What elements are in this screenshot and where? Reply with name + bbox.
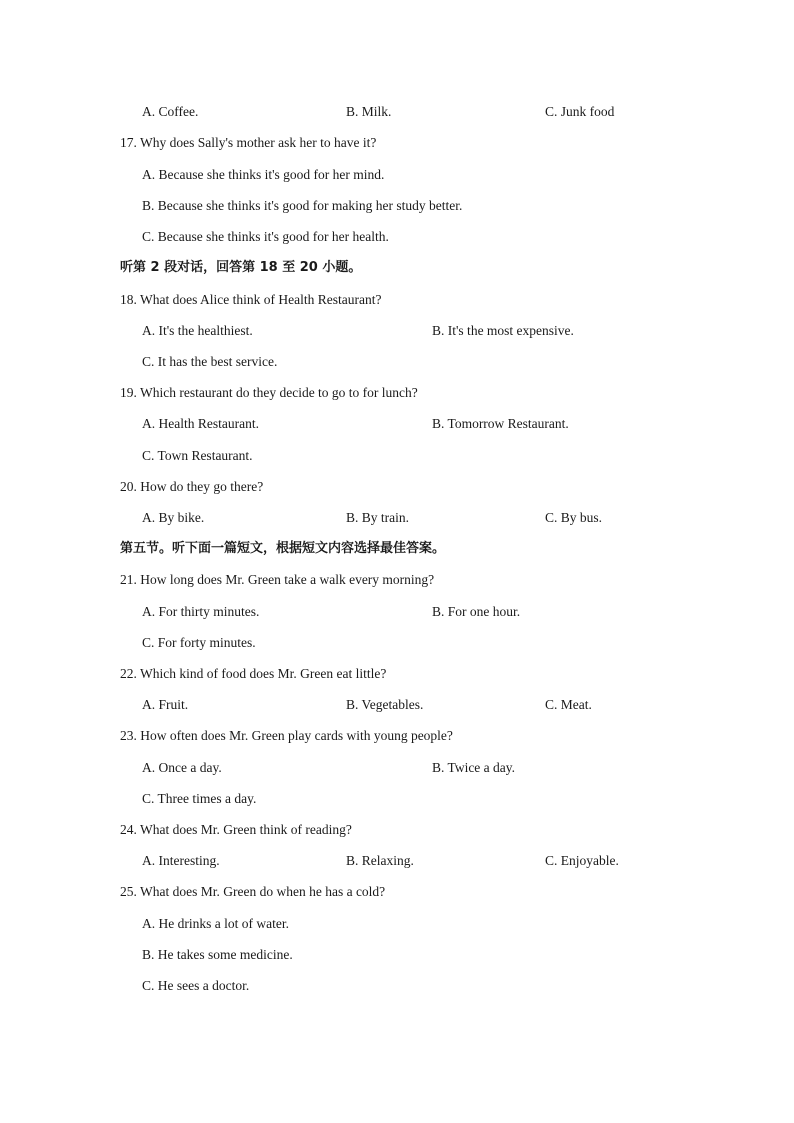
- q25-option-a: A. He drinks a lot of water.: [142, 916, 289, 931]
- q23-option-c: C. Three times a day.: [142, 791, 257, 806]
- section-5-heading: 第五节。听下面一篇短文，根据短文内容选择最佳答案。: [120, 541, 446, 556]
- q20-question: 20. How do they go there?: [120, 479, 264, 494]
- q25-option-c: C. He sees a doctor.: [142, 978, 250, 993]
- section-2-heading: 听第 2 段对话，回答第 18 至 20 小题。: [120, 260, 362, 275]
- q19-option-a: A. Health Restaurant.: [142, 416, 259, 431]
- q20-option-c: C. By bus.: [545, 510, 603, 525]
- q20-option-b: B. By train.: [346, 510, 409, 525]
- q22-question: 22. Which kind of food does Mr. Green eat little?: [120, 666, 387, 681]
- q22-option-c: C. Meat.: [545, 697, 592, 712]
- q18-question: 18. What does Alice think of Health Restaurant?: [120, 292, 382, 307]
- q23-option-a: A. Once a day.: [142, 760, 222, 775]
- q21-question: 21. How long does Mr. Green take a walk every morning?: [120, 572, 435, 587]
- q25-option-b: B. He takes some medicine.: [142, 947, 293, 962]
- q17-question: 17. Why does Sally's mother ask her to have it?: [120, 135, 377, 150]
- q21-option-a: A. For thirty minutes.: [142, 604, 260, 619]
- q21-option-b: B. For one hour.: [432, 604, 521, 619]
- q19-option-b: B. Tomorrow Restaurant.: [432, 416, 569, 431]
- q22-option-a: A. Fruit.: [142, 697, 189, 712]
- q16-option-c: C. Junk food: [545, 104, 615, 119]
- q25-question: 25. What does Mr. Green do when he has a cold?: [120, 884, 386, 899]
- q18-option-a: A. It's the healthiest.: [142, 323, 253, 338]
- q24-option-b: B. Relaxing.: [346, 853, 414, 868]
- q24-option-c: C. Enjoyable.: [545, 853, 619, 868]
- q17-option-b: B. Because she thinks it's good for making her study better.: [142, 198, 463, 213]
- q24-option-a: A. Interesting.: [142, 853, 220, 868]
- q21-option-c: C. For forty minutes.: [142, 635, 256, 650]
- q18-option-b: B. It's the most expensive.: [432, 323, 574, 338]
- q24-question: 24. What does Mr. Green think of reading?: [120, 822, 352, 837]
- q23-question: 23. How often does Mr. Green play cards with young people?: [120, 728, 453, 743]
- q16-option-a: A. Coffee.: [142, 104, 199, 119]
- q20-option-a: A. By bike.: [142, 510, 205, 525]
- q19-question: 19. Which restaurant do they decide to go to for lunch?: [120, 385, 418, 400]
- q22-option-b: B. Vegetables.: [346, 697, 424, 712]
- q19-option-c: C. Town Restaurant.: [142, 448, 253, 463]
- q23-option-b: B. Twice a day.: [432, 760, 516, 775]
- q16-option-b: B. Milk.: [346, 104, 392, 119]
- q18-option-c: C. It has the best service.: [142, 354, 278, 369]
- q17-option-c: C. Because she thinks it's good for her health.: [142, 229, 389, 244]
- q17-option-a: A. Because she thinks it's good for her mind.: [142, 167, 385, 182]
